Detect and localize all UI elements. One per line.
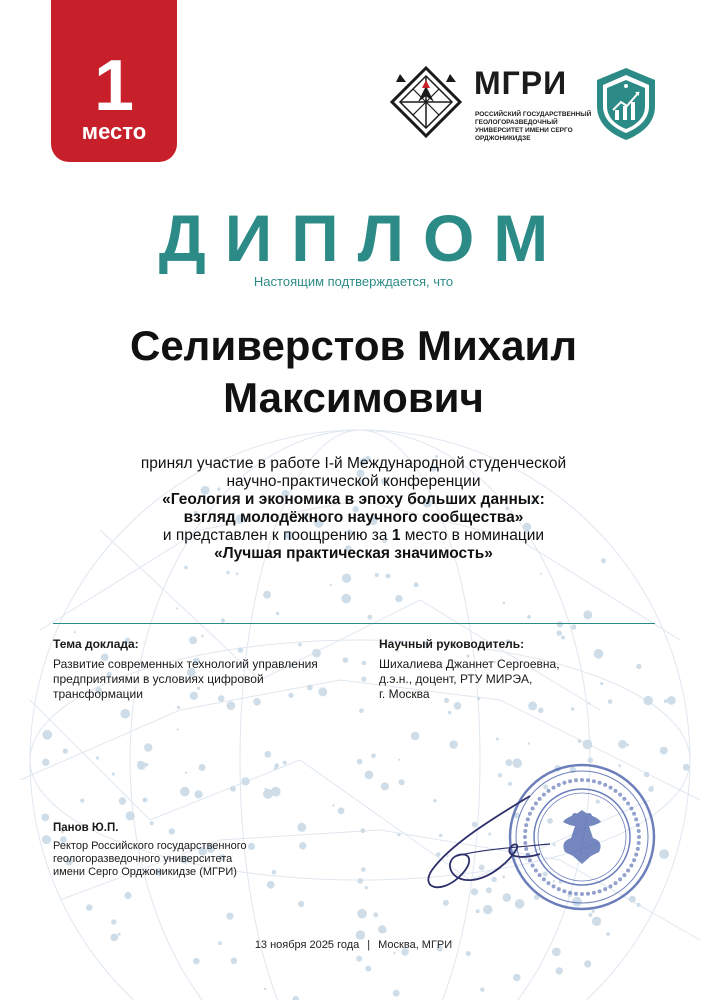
- globe-dot: [449, 740, 458, 749]
- seal-text-mark: [634, 853, 638, 857]
- globe-dot: [496, 738, 499, 741]
- globe-dot: [271, 787, 281, 797]
- globe-dot: [540, 573, 542, 575]
- seal-text-mark: [557, 783, 561, 787]
- globe-dot: [395, 595, 402, 602]
- globe-dot: [375, 573, 379, 577]
- globe-dot: [41, 814, 49, 822]
- globe-dot: [276, 612, 279, 615]
- globe-dot: [267, 881, 275, 889]
- globe-dot: [342, 574, 351, 583]
- globe-dot: [231, 958, 238, 965]
- signer-block: [53, 822, 333, 879]
- globe-dot: [571, 624, 576, 629]
- globe-dot: [528, 701, 537, 710]
- body-text-part: и представлен к поощрению за: [162, 527, 392, 544]
- globe-dot: [195, 790, 203, 798]
- globe-dot: [119, 797, 126, 804]
- globe-dot: [42, 835, 51, 844]
- globe-dot: [443, 900, 449, 906]
- globe-dot: [185, 772, 187, 774]
- place-word: место: [81, 119, 147, 144]
- supervisor-city: г. Москва: [379, 687, 430, 701]
- globe-dot: [74, 631, 76, 633]
- seal-text-mark: [637, 841, 641, 845]
- place-emphasis: 1: [391, 527, 401, 544]
- globe-dot: [230, 786, 236, 792]
- mgri-full-name: РОССИЙСКИЙ ГОСУДАРСТВЕННЫЙ ГЕОЛОГОРАЗВЕДОЧНЫЙ УНИВЕРСИТЕТ ИМЕНИ СЕРГО ОРДЖОНИКИДЗЕ: [475, 111, 592, 142]
- globe-dot: [361, 867, 366, 872]
- seal-text-mark: [592, 891, 596, 895]
- globe-dot: [414, 582, 419, 587]
- body-text-part: место в номинации: [400, 527, 545, 544]
- globe-dot: [660, 747, 668, 755]
- place-badge: [51, 0, 177, 162]
- globe-dot: [86, 904, 93, 911]
- seal-text-mark: [598, 781, 602, 785]
- globe-dot: [584, 960, 591, 967]
- globe-dot: [659, 849, 669, 859]
- body-line: [60, 527, 647, 545]
- seal-text-mark: [568, 779, 572, 783]
- confirmation-subtitle: Настоящим подтверждается, что: [253, 274, 454, 289]
- supervisor-degree: д.э.н., доцент, РТУ МИРЭА,: [379, 672, 533, 686]
- seal-text-mark: [592, 779, 596, 783]
- globe-dot: [528, 742, 530, 744]
- seal-text-mark: [637, 835, 641, 839]
- seal-text-mark: [552, 786, 556, 790]
- seal-text-mark: [622, 873, 626, 877]
- signer-title: имени Серго Орджоникидзе (МГРИ): [53, 866, 237, 878]
- globe-dot: [476, 909, 480, 913]
- report-heading: Тема доклада:: [53, 637, 139, 651]
- seal-text-mark: [614, 881, 618, 885]
- globe-dot: [480, 987, 484, 991]
- globe-dot: [393, 990, 400, 997]
- globe-dot: [483, 905, 492, 914]
- seal-text-mark: [632, 858, 636, 862]
- globe-dot: [362, 661, 367, 666]
- globe-dot: [583, 610, 592, 619]
- globe-dot: [264, 988, 267, 991]
- globe-dot: [111, 919, 116, 924]
- report-topic: Развитие современных технологий управления предприятиями в условиях цифровой трансформации: [53, 657, 318, 701]
- seal-text-mark: [598, 889, 602, 893]
- globe-dot: [606, 932, 610, 936]
- globe-dot: [382, 928, 387, 933]
- globe-dot: [332, 804, 334, 806]
- globe-dot: [330, 584, 332, 586]
- supervisor-section: [379, 637, 649, 702]
- globe-dot: [411, 732, 420, 741]
- globe-dot: [227, 701, 236, 710]
- seal-text-mark: [562, 781, 566, 785]
- globe-dot: [448, 711, 452, 715]
- globe-dot: [578, 739, 582, 743]
- seal-text-mark: [603, 783, 607, 787]
- divider: [53, 623, 655, 624]
- globe-dot: [177, 706, 180, 709]
- globe-dot: [180, 787, 190, 797]
- seal-text-mark: [586, 892, 590, 896]
- place-number: 1: [93, 46, 135, 126]
- seal-text-mark: [637, 829, 641, 833]
- globe-dot: [356, 956, 362, 962]
- globe-dot: [359, 708, 364, 713]
- globe-dot: [112, 773, 115, 776]
- seal-text-mark: [586, 778, 590, 782]
- globe-dot: [241, 777, 249, 785]
- supervisor-heading: Научный руководитель:: [379, 637, 525, 651]
- seal-text-mark: [618, 877, 622, 881]
- globe-dot: [466, 951, 471, 956]
- body-line: научно-практической конференции: [226, 473, 481, 490]
- diploma-title: ДИПЛОМ: [158, 201, 568, 275]
- globe-dot: [298, 901, 304, 907]
- globe-dot: [618, 740, 627, 749]
- globe-dot: [126, 811, 135, 820]
- globe-dot: [80, 799, 84, 803]
- globe-dot: [367, 615, 372, 620]
- globe-dot: [137, 761, 143, 767]
- signer-name: Панов Ю.П.: [53, 822, 119, 834]
- globe-dot: [393, 952, 395, 954]
- globe-dot: [365, 886, 368, 889]
- recipient-name: Селиверстов Михаил Максимович: [129, 322, 577, 421]
- seal-text-mark: [618, 793, 622, 797]
- seal-text-mark: [603, 887, 607, 891]
- globe-dot: [193, 958, 200, 965]
- globe-dot: [592, 917, 601, 926]
- globe-dot: [571, 707, 574, 710]
- globe-dot: [398, 759, 400, 761]
- globe-dot: [381, 782, 389, 790]
- globe-dot: [513, 974, 521, 982]
- seal-text-mark: [636, 847, 640, 851]
- conference-title: взгляд молодёжного научного сообщества»: [183, 509, 524, 526]
- globe-dot: [226, 571, 229, 574]
- globe-dot: [361, 677, 366, 682]
- globe-dot: [274, 767, 277, 770]
- seal-text-mark: [568, 891, 572, 895]
- globe-dot: [373, 912, 378, 917]
- globe-dot: [226, 913, 233, 920]
- globe-dot: [120, 709, 130, 719]
- globe-dot: [557, 631, 562, 636]
- shield-emblem-icon: [595, 66, 657, 142]
- globe-dot: [667, 696, 676, 705]
- award-description: [60, 455, 647, 563]
- signer-title: геологоразведочного университета: [53, 853, 233, 865]
- globe-dot: [264, 751, 271, 758]
- seal-text-mark: [574, 892, 578, 896]
- seal-text-mark: [580, 892, 584, 896]
- seal-text-mark: [626, 869, 630, 873]
- globe-dot: [177, 728, 179, 730]
- body-line: принял участие в работе I-й Международной студенческой: [140, 455, 567, 472]
- globe-dot: [338, 807, 345, 814]
- globe-dot: [361, 828, 366, 833]
- mgri-logo-icon: [390, 66, 480, 138]
- seal-text-mark: [626, 802, 630, 806]
- conference-title: «Геология и экономика в эпоху больших данных:: [162, 491, 545, 508]
- globe-dot: [342, 594, 352, 604]
- seal-text-mark: [629, 807, 633, 811]
- seal-text-mark: [562, 889, 566, 893]
- supervisor-name: Шихалиева Джаннет Сергоевна,: [379, 657, 560, 671]
- globe-dot: [199, 764, 206, 771]
- globe-dot: [357, 878, 363, 884]
- signer-title: Ректор Российского государственного: [53, 840, 247, 852]
- globe-dot: [371, 754, 376, 759]
- globe-dot: [144, 743, 152, 751]
- seal-text-mark: [609, 786, 613, 790]
- globe-dot: [583, 740, 593, 750]
- globe-dot: [588, 702, 590, 704]
- globe-dot: [236, 572, 239, 575]
- globe-dot: [538, 708, 544, 714]
- globe-dot: [527, 615, 531, 619]
- nomination-title: «Лучшая практическая значимость»: [214, 545, 493, 562]
- globe-dot: [343, 657, 349, 663]
- footer-separator: |: [367, 939, 371, 951]
- globe-dot: [143, 798, 148, 803]
- globe-dot: [498, 773, 502, 777]
- mgri-name: МГРИ: [474, 65, 568, 101]
- globe-dot: [124, 892, 131, 899]
- globe-dot: [397, 833, 400, 836]
- globe-dot: [263, 591, 271, 599]
- seal-text-mark: [629, 864, 633, 868]
- globe-dot: [386, 574, 391, 579]
- issue-date: 13 ноября 2025 года: [254, 939, 360, 951]
- globe-dot: [626, 743, 629, 746]
- globe-dot: [664, 699, 668, 703]
- report-section: [53, 637, 333, 702]
- globe-dot: [503, 602, 506, 605]
- globe-dot: [365, 966, 371, 972]
- globe-dot: [683, 764, 690, 771]
- globe-dot: [293, 996, 299, 1000]
- globe-dot: [365, 770, 374, 779]
- seal-text-mark: [609, 884, 613, 888]
- seal-text-mark: [574, 778, 578, 782]
- globe-dot: [454, 702, 462, 710]
- seal-text-mark: [634, 817, 638, 821]
- issue-place: Москва, МГРИ: [378, 939, 453, 951]
- globe-dot: [118, 933, 121, 936]
- seal-text-mark: [632, 812, 636, 816]
- globe-dot: [42, 759, 49, 766]
- globe-dot: [283, 761, 287, 765]
- seal-text-mark: [614, 789, 618, 793]
- seal-text-mark: [636, 823, 640, 827]
- footer: [0, 939, 707, 951]
- globe-dot: [42, 730, 52, 740]
- globe-dot: [357, 759, 363, 765]
- globe-dot: [556, 967, 563, 974]
- seal-text-mark: [580, 778, 584, 782]
- globe-dot: [96, 756, 99, 759]
- globe-dot: [176, 607, 178, 609]
- seal-text-mark: [622, 797, 626, 801]
- globe-dot: [357, 909, 367, 919]
- globe-dot: [399, 779, 405, 785]
- globe-dot: [144, 763, 148, 767]
- rector-signature: [410, 790, 560, 900]
- globe-dot: [63, 748, 68, 753]
- globe-dot: [184, 566, 188, 570]
